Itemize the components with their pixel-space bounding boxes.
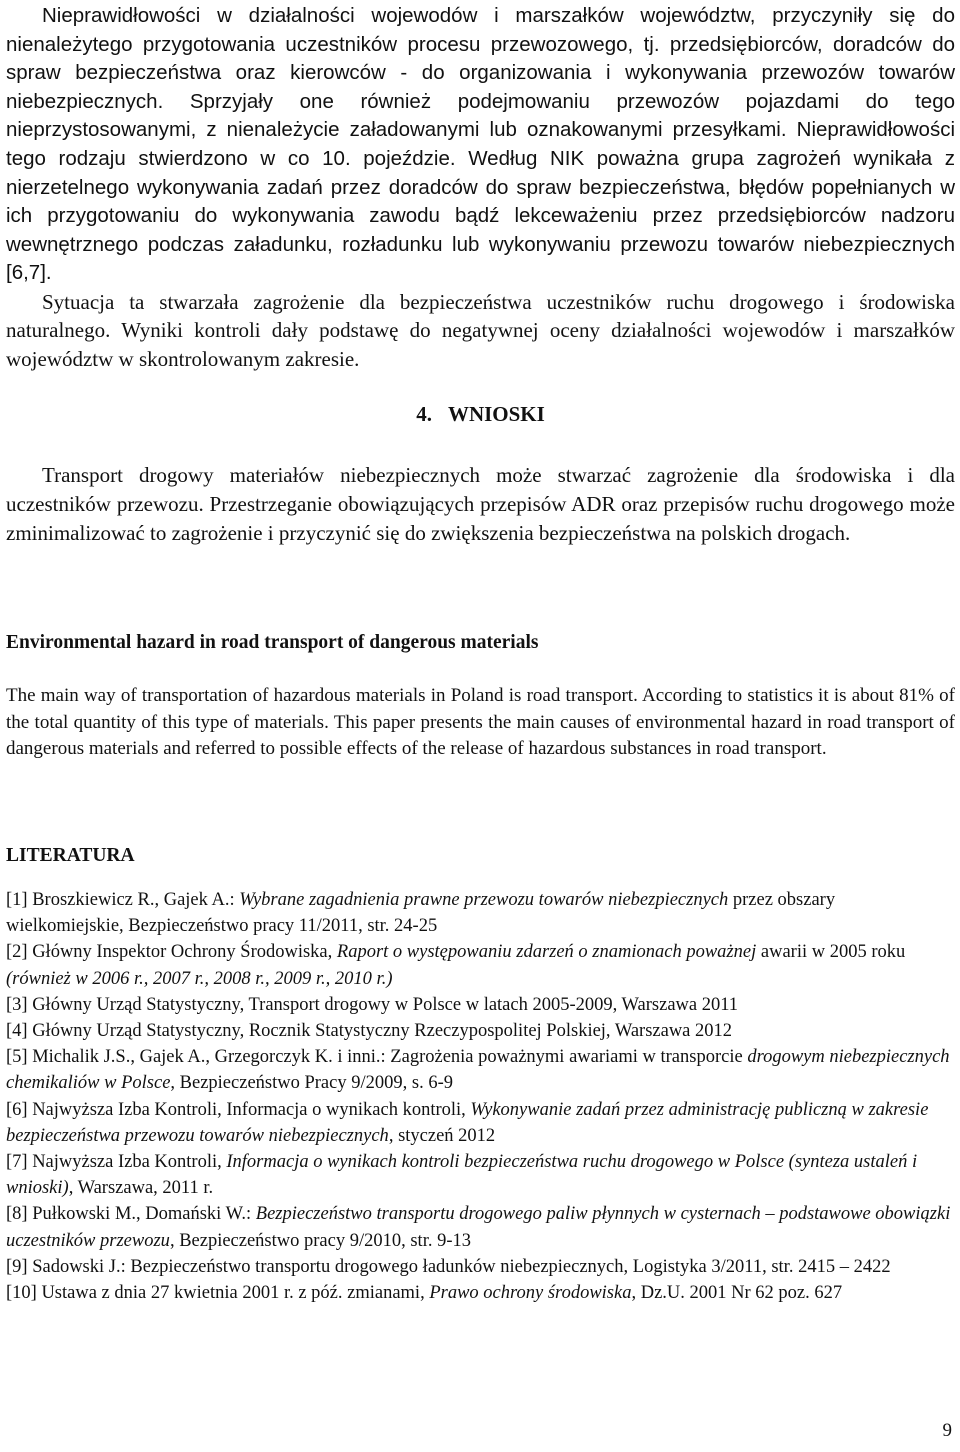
- english-abstract: The main way of transportation of hazardous materials in Poland is road transport. According to statistics it is about 81% of the total quantity of this type of materials. This paper presents the main causes of environmental hazard in road transport of dangerous materials and referred to possible effects of the release of hazardous substances in road transport.: [6, 685, 955, 759]
- reference-item: [6] Najwyższa Izba Kontroli, Informacja o wynikach kontroli, Wykonywanie zadań przez administrację publiczną w zakresie bezpieczeństwa przewozu towarów niebezpiecznych, styczeń 2012: [6, 1099, 929, 1146]
- reference-item: [7] Najwyższa Izba Kontroli, Informacja o wynikach kontroli bezpieczeństwa ruchu drogowego w Polsce (synteza ustaleń i wnioski), Warszawa, 2011 r.: [6, 1152, 918, 1199]
- conclusions-text: Transport drogowy materiałów niebezpiecznych może stwarzać zagrożenie dla środowiska i dla uczestników przewozu. Przestrzeganie obowiązujących przepisów ADR oraz przepisów ruchu drogowego może zminimalizować to zagrożenie i przyczynić się do zwiększenia bezpieczeństwa na polskich drogach.: [6, 463, 955, 545]
- literature-section: [6, 845, 955, 1306]
- literature-title: LITERATURA: [6, 845, 135, 866]
- english-summary: [6, 632, 955, 763]
- section-heading-conclusions: [6, 402, 955, 427]
- reference-item: [2] Główny Inspektor Ochrony Środowiska, Raport o występowaniu zdarzeń o znamionach poważnej awarii w 2005 roku (również w 2006 r., 2007 r., 2008 r., 2009 r., 2010 r.): [6, 942, 906, 989]
- reference-item: [8] Pułkowski M., Domański W.: Bezpieczeństwo transportu drogowego paliw płynnych w cysternach – podstawowe obowiązki uczestników przewozu, Bezpieczeństwo pracy 9/2010, str. 9-13: [6, 1204, 951, 1251]
- english-title: Environmental hazard in road transport of dangerous materials: [6, 632, 539, 653]
- reference-item: [5] Michalik J.S., Gajek A., Grzegorczyk K. i inni.: Zagrożenia poważnymi awariami w transporcie drogowym niebezpiecznych chemikaliów w Polsce, Bezpieczeństwo Pracy 9/2009, s. 6-9: [6, 1047, 950, 1094]
- reference-item: [1] Broszkiewicz R., Gajek A.: Wybrane zagadnienia prawne przewozu towarów niebezpiecznych przez obszary wielkomiejskie, Bezpieczeństwo pracy 11/2011, str. 24-25: [6, 890, 836, 937]
- section-number: 4.: [416, 402, 432, 426]
- reference-item: [3] Główny Urząd Statystyczny, Transport drogowy w Polsce w latach 2005-2009, Warszawa 2011: [6, 994, 739, 1015]
- paragraph-summary: Sytuacja ta stwarzała zagrożenie dla bezpieczeństwa uczestników ruchu drogowego i środowiska naturalnego. Wyniki kontroli dały podstawę do negatywnej oceny działalności wojewodów i marszałków województw w skontrolowanym zakresie.: [6, 289, 955, 371]
- conclusions-section: [6, 461, 955, 548]
- paragraph-nik-findings: Nieprawidłowości w działalności wojewodów i marszałków województw, przyczyniły się do nienależytego przygotowania uczestników procesu przewozowego, tj. przedsiębiorców, doradców do spraw bezpieczeństwa oraz kierowców - do organizowania i wykonywania przewozów towarów niebezpiecznych. Sprzyjały one również podejmowaniu przewozów pojazdami do tego nieprzystosowanymi, z nienależycie załadowanymi lub oznakowanymi przesyłkami. Nieprawidłowości tego rodzaju stwierdzono w co 10. pojeździe. Według NIK poważna grupa zagrożeń wynikała z nierzetelnego wykonywania zadań przez doradców do spraw bezpieczeństwa, błędów popełnianych w ich przygotowaniu do wykonywania zawodu bądź lekceważeniu przez przedsiębiorców nadzoru wewnętrznego podczas załadunku, rozładunku lub wykonywaniu przewozu towarów niebezpiecznych [6,7].: [6, 4, 955, 285]
- reference-item: [10] Ustawa z dnia 27 kwietnia 2001 r. z póź. zmianami, Prawo ochrony środowiska, Dz.U. 2001 Nr 62 poz. 627: [6, 1283, 843, 1304]
- section-title: WNIOSKI: [447, 402, 545, 426]
- body-section: [6, 2, 955, 373]
- reference-list: [6, 887, 955, 1306]
- reference-item: [9] Sadowski J.: Bezpieczeństwo transportu drogowego ładunków niebezpiecznych, Logistyka 3/2011, str. 2415 – 2422: [6, 1256, 891, 1277]
- page-number: 9: [942, 1420, 952, 1441]
- reference-item: [4] Główny Urząd Statystyczny, Rocznik Statystyczny Rzeczypospolitej Polskiej, Warszawa 2012: [6, 1021, 733, 1042]
